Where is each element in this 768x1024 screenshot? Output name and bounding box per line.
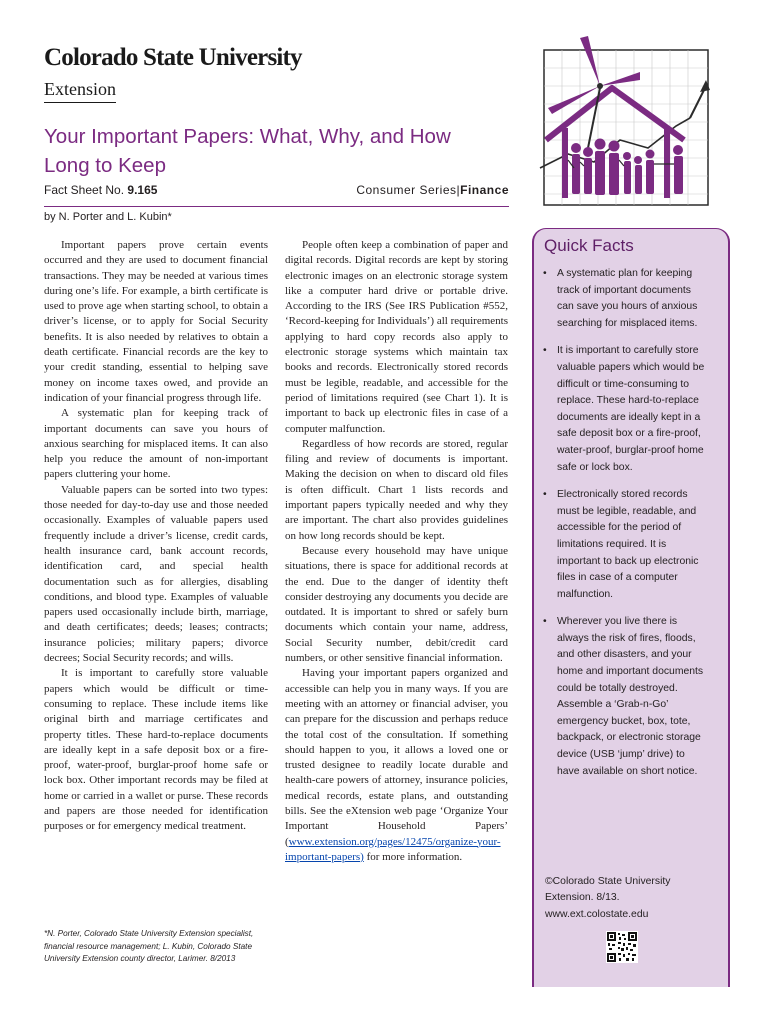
- quick-facts-title: Quick Facts: [544, 236, 634, 255]
- author-footnote: *N. Porter, Colorado State University Extension specialist, financial resource management; L. Kubin, Colorado State University Extension county director, Larimer. 8/2013: [44, 929, 254, 964]
- page-title: Your Important Papers: What, Why, and How Long to Keep: [44, 125, 451, 177]
- series-label: [335, 183, 509, 197]
- list-item: • It is important to carefully store valuable papers which would be difficult or time-consuming to replace. These hard-to-replace documents are ideally kept in a safe deposit box or a fire-proof, water-proof, burglar-proof home safe or lock box.: [541, 343, 709, 476]
- series-separator: |: [456, 183, 461, 197]
- header-rule: [44, 206, 509, 207]
- paragraph: It is important to carefully store valuable papers which would be difficult or time-consuming to replace. These include items like original birth and marriage certificates and property titles. These hard-to-replace documents are ideally kept in a safe deposit box or a fire-proof, water-proof, burglar-proof home safe or lock box. Other important records may be filed at home or carried in a wallet or purse. These records and papers are those needed for identification purposes or for emergency medical treatment.: [44, 667, 268, 833]
- family-house-windmill-illustration: [528, 28, 728, 213]
- series-topic: Finance: [460, 183, 509, 197]
- copyright-note: ©Colorado State University Extension. 8/13.: [545, 876, 671, 903]
- paragraph: [285, 666, 508, 865]
- qr-code-icon: [606, 931, 638, 963]
- fact-sheet-value: 9.165: [127, 183, 158, 197]
- paragraph: Important papers prove certain events occurred and they are used to document financial transactions. They may be needed at various times during one’s life. For example, a birth certificate is used to prove age when starting school, to obtain a driver’s license, or to apply for Social Security benefits. It is also needed by relatives to obtain a death certificate. Financial records are the key to your credit standing, essential to helping save money on income taxes owed, and provide an indication of your financial progress through life.: [44, 239, 268, 404]
- paragraph: Regardless of how records are stored, regular filing and review of documents is important. Making the decision on when to discard old files is often difficult. Chart 1 lists records and important papers typically needed and why they are important. The chart also provides guidelines on how long records should be kept.: [285, 437, 508, 542]
- body-column-1: [44, 238, 268, 835]
- website-url: www.ext.colostate.edu: [545, 909, 649, 920]
- paragraph: Valuable papers can be sorted into two types: those needed for day-to-day use and those needed occasionally. Examples of valuable papers used frequently include a driver’s license, credit cards, health insurance card, bank account records, identification card, and special health documentation such as for allergies, disabling conditions, and blood type. Examples of valuable papers used occasionally include birth, marriage, and death certificates; deeds; leases; contracts; insurance policies; military papers; divorce decrees; Social Security records; and wills.: [44, 483, 268, 665]
- list-item: • Wherever you live there is always the risk of fires, floods, and other disasters, and your home and important documents could be totally destroyed. Assemble a ‘Grab-n-Go’ emergency bucket, box, tote, backpack, or electronic storage device (USB ‘jump’ drive) to have available on short notice.: [541, 614, 709, 780]
- authors-line: by N. Porter and L. Kubin*: [44, 211, 172, 223]
- list-item: • Electronically stored records must be legible, readable, and accessible for the period of limitations required. It is important to back up electronic files in case of a computer malfunction.: [541, 487, 709, 603]
- body-column-2: [285, 238, 508, 865]
- paragraph: People often keep a combination of paper and digital records. Digital records are kept by storing electronic images on an electronic storage system like a computer hard drive or portable drive. According to the IRS (See IRS Publication #552, ‘Record-keeping for Individuals’) all requirements applying to hard copy records also apply to electronic storage systems which maintain tax books and records. Electronically stored records must be legible, readable, and accessible for the period of limitations required (see Chart 1). It is important to back up electronic files in case of a computer malfunction.: [285, 239, 508, 435]
- fact-sheet-label: Fact Sheet No.: [44, 183, 125, 197]
- paragraph-text: Having your important papers organized and accessible can help you in many ways. If you are meeting with an attorney or financial adviser, you can prepare for the discussion and perhaps reduce the total cost of the consultation. If something should happen to you, it allows a loved one or trusted designee to readily locate durable and health-care powers of attorney, insurance policies, medical records, estate plans, and outstanding bills. See the eXtension web page ‘Organize Your Important Household Papers’ (: [285, 667, 508, 848]
- paragraph: A systematic plan for keeping track of important documents can save you hours of anxious searching for misplaced items. It can also help you reduce the amount of non-important papers cluttering your home.: [44, 407, 268, 481]
- quick-facts-list: [541, 266, 709, 791]
- extension-web-link[interactable]: www.extension.org/pages/12475/organize-your-important-papers): [285, 835, 501, 863]
- series-name: Consumer Series: [356, 183, 457, 197]
- paragraph: Because every household may have unique situations, there is space for additional records at the end. Due to the danger of identity theft consider destroying any documents you decide are outdated. It is important to shred or safely burn documents which contain your name, address, Social Security number, debit/credit card numbers, or other sensitive financial information.: [285, 544, 508, 665]
- extension-logo: Extension: [44, 79, 116, 103]
- university-name: Colorado State University: [44, 44, 302, 71]
- list-item: • A systematic plan for keeping track of important documents can save you hours of anxious searching for misplaced items.: [541, 266, 709, 332]
- fact-sheet-number: [44, 183, 157, 197]
- paragraph-text: for more information.: [363, 850, 463, 863]
